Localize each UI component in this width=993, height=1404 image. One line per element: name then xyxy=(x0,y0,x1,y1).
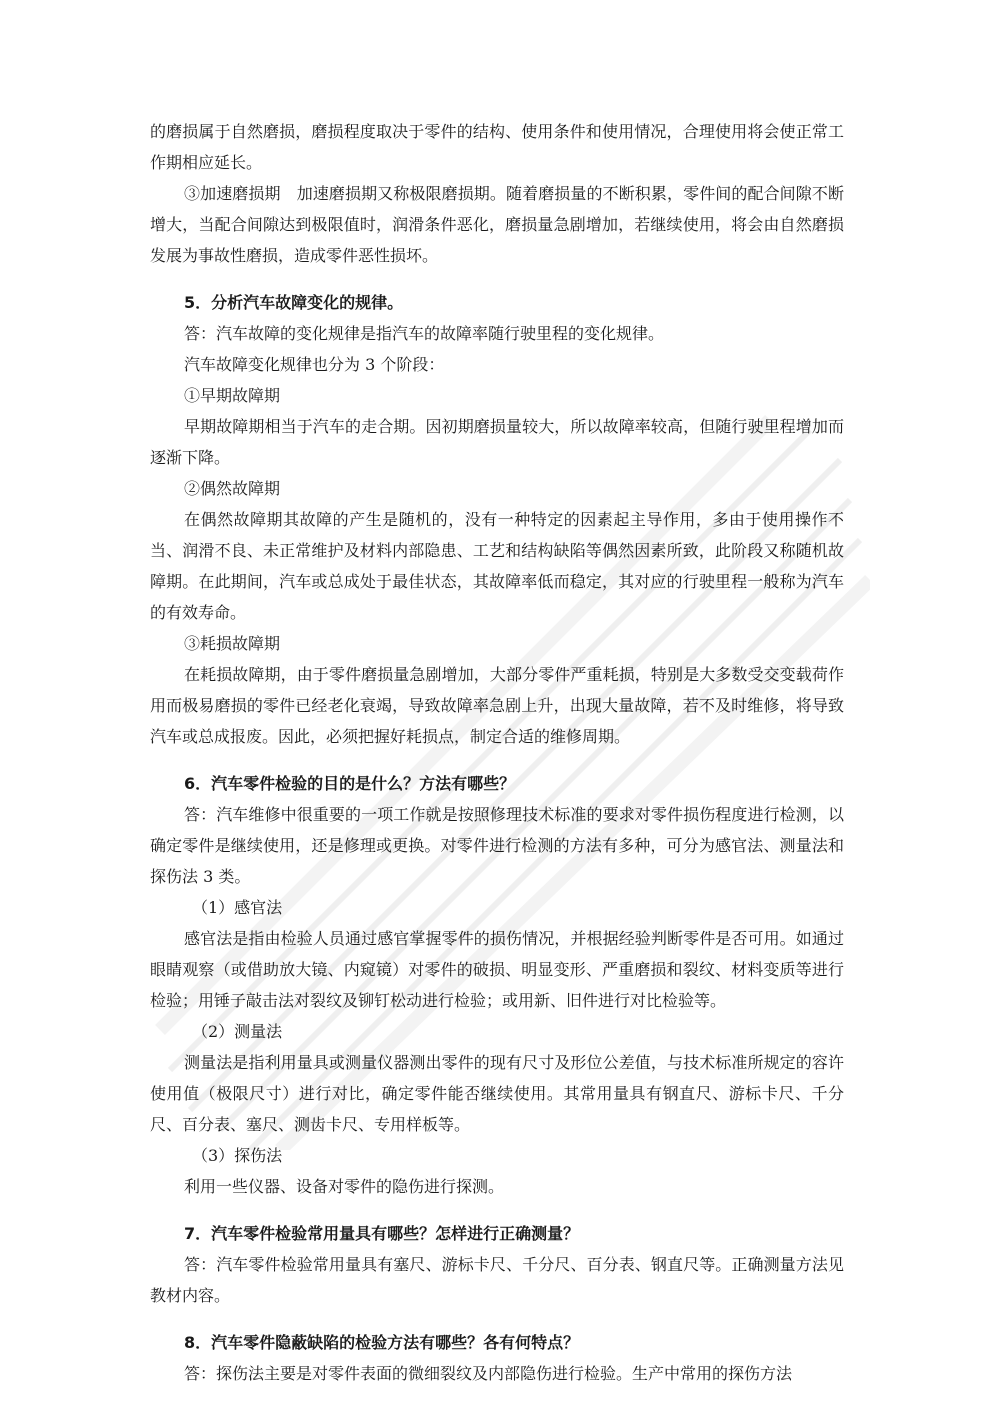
question-5-stages-intro: 汽车故障变化规律也分为 3 个阶段： xyxy=(184,355,445,374)
question-7-answer: 答：汽车零件检验常用量具有塞尺、游标卡尺、千分尺、百分表、钢直尺等。正确测量方法见教材内容。 xyxy=(150,1255,844,1305)
page-content xyxy=(150,116,844,1389)
stage-1-text: 早期故障期相当于汽车的走合期。因初期磨损量较大，所以故障率较高，但随行驶里程增加而逐渐下降。 xyxy=(150,417,844,467)
method-2-title: （2）测量法 xyxy=(192,1022,283,1041)
question-5-answer: 答：汽车故障的变化规律是指汽车的故障率随行驶里程的变化规律。 xyxy=(184,324,665,343)
method-2-text: 测量法是指利用量具或测量仪器测出零件的现有尺寸及形位公差值，与技术标准所规定的容许使用值（极限尺寸）进行对比，确定零件能否继续使用。其常用量具有钢直尺、游标卡尺、千分尺、百分表、塞尺、测齿卡尺、专用样板等。 xyxy=(150,1053,844,1134)
question-8-heading: 8．汽车零件隐蔽缺陷的检验方法有哪些？各有何特点？ xyxy=(184,1333,580,1352)
method-1-title: （1）感官法 xyxy=(192,898,283,917)
question-8-answer: 答：探伤法主要是对零件表面的微细裂纹及内部隐伤进行检验。生产中常用的探伤方法 xyxy=(184,1364,793,1383)
stage-3-title: ③耗损故障期 xyxy=(184,634,281,653)
question-5-heading: 5．分析汽车故障变化的规律。 xyxy=(184,293,404,312)
method-1-text: 感官法是指由检验人员通过感官掌握零件的损伤情况，并根据经验判断零件是否可用。如通过眼睛观察（或借助放大镜、内窥镜）对零件的破损、明显变形、严重磨损和裂纹、材料变质等进行检验；用锤子敲击法对裂纹及铆钉松动进行检验；或用新、旧件进行对比检验等。 xyxy=(150,929,844,1010)
stage-2-title: ②偶然故障期 xyxy=(184,479,281,498)
question-6-answer: 答：汽车维修中很重要的一项工作就是按照修理技术标准的要求对零件损伤程度进行检测，以确定零件是继续使用，还是修理或更换。对零件进行检测的方法有多种，可分为感官法、测量法和探伤法 3 类。 xyxy=(150,805,844,886)
method-3-title: （3）探伤法 xyxy=(192,1146,283,1165)
stage-2-text: 在偶然故障期其故障的产生是随机的，没有一种特定的因素起主导作用，多由于使用操作不当、润滑不良、未正常维护及材料内部隐患、工艺和结构缺陷等偶然因素所致，此阶段又称随机故障期。在此期间，汽车或总成处于最佳状态，其故障率低而稳定，其对应的行驶里程一般称为汽车的有效寿命。 xyxy=(150,510,844,622)
question-7-heading: 7．汽车零件检验常用量具有哪些？怎样进行正确测量？ xyxy=(184,1224,580,1243)
method-3-text: 利用一些仪器、设备对零件的隐伤进行探测。 xyxy=(184,1177,505,1196)
question-6-heading: 6．汽车零件检验的目的是什么？方法有哪些？ xyxy=(184,774,516,793)
paragraph-accelerated-wear: ③加速磨损期 加速磨损期又称极限磨损期。随着磨损量的不断积累，零件间的配合间隙不断增大，当配合间隙达到极限值时，润滑条件恶化，磨损量急剧增加，若继续使用，将会由自然磨损发展为事故性磨损，造成零件恶性损坏。 xyxy=(150,184,844,265)
stage-1-title: ①早期故障期 xyxy=(184,386,281,405)
stage-3-text: 在耗损故障期，由于零件磨损量急剧增加，大部分零件严重耗损，特别是大多数受交变载荷作用而极易磨损的零件已经老化衰竭，导致故障率急剧上升，出现大量故障，若不及时维修，将导致汽车或总成报废。因此，必须把握好耗损点，制定合适的维修周期。 xyxy=(150,665,844,746)
paragraph-continuation: 的磨损属于自然磨损，磨损程度取决于零件的结构、使用条件和使用情况，合理使用将会使正常工作期相应延长。 xyxy=(150,122,844,172)
